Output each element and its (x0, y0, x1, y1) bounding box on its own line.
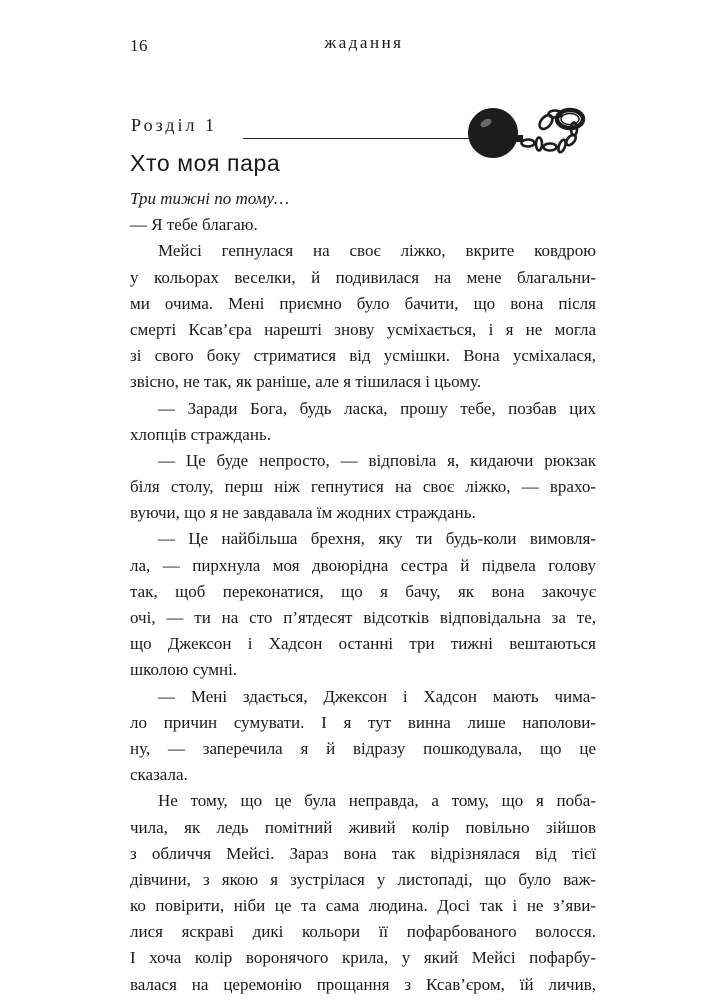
body-text (130, 186, 596, 998)
text-line: І хоча колір воронячого крила, у який Мейсі пофарбу- (130, 948, 596, 968)
text-line: у кольорах веселки, й подивилася на мене благальни- (130, 267, 596, 287)
chapter-title: Хто моя пара (130, 150, 281, 176)
chapter-label: Розділ 1 (131, 115, 217, 135)
text-line: ло причин сумувати. І я тут винна лише наполови- (130, 712, 596, 732)
text-line: — Мені здається, Джексон і Хадсон мають чима- (158, 686, 596, 706)
text-line: з обличчя Мейсі. Зараз вона так відрізнялася від тієї (130, 843, 596, 863)
text-line: ну, — заперечила я й відразу пошкодувала, що це (130, 738, 596, 758)
text-line: чила, як ледь помітний живий колір повільно зійшов (130, 817, 596, 837)
chapter-rule (243, 138, 475, 139)
text-line: ко повірити, ніби це та сама людина. Досі так і не з’яви- (130, 896, 596, 916)
running-header: жадання (324, 33, 404, 52)
text-line: сказала. (130, 765, 188, 785)
text-line: — Заради Бога, будь ласка, прошу тебе, позбав цих (158, 398, 596, 418)
text-line: Не тому, що це була неправда, а тому, що я поба- (158, 791, 596, 811)
text-line: так, щоб переконатися, що я бачу, як вона закочує (130, 581, 596, 601)
text-line: школою сумні. (130, 660, 238, 680)
text-line: — Я тебе благаю. (130, 215, 258, 235)
text-line: смерті Ксав’єра нарешті знову усміхається, і я не могла (130, 319, 596, 339)
page-number: 16 (130, 36, 148, 55)
text-line: лися яскраві дикі кольори її пофарбованого волосся. (130, 922, 596, 942)
text-line: дівчини, з якою я зустрілася у листопаді, що було важ- (130, 869, 596, 889)
text-line: Три тижні по тому… (130, 189, 290, 208)
text-line: — Це найбільша брехня, яку ти будь-коли вимовля- (158, 529, 596, 549)
text-line: — Це буде непросто, — відповіла я, кидаючи рюкзак (158, 450, 596, 470)
text-line: вуючи, що я не завдавала їм жодних страждань. (130, 503, 476, 523)
text-line: ми очима. Мені приємно було бачити, що вона після (130, 293, 596, 313)
text-line: ла, — пирхнула моя двоюрідна сестра й підвела голову (130, 555, 596, 575)
text-line: біля столу, перш ніж гепнутися на своє ліжко, — врахо- (130, 477, 596, 497)
text-line: Мейсі гепнулася на своє ліжко, вкрите ковдрою (158, 241, 596, 261)
ball-and-chain-icon (466, 103, 592, 165)
text-line: очі, — ти на сто п’ятдесят відсотків відповідальна за те, (130, 608, 596, 627)
text-line: звісно, не так, як раніше, але я тішилася і цьому. (130, 372, 482, 392)
text-line: що Джексон і Хадсон останні три тижні вештаються (130, 634, 596, 654)
text-line: хлопців страждань. (130, 424, 271, 444)
text-line: зі свого боку стриматися від усмішки. Вона усміхалася, (130, 346, 596, 366)
text-line: валася на церемонію прощання з Ксав’єром, їй личив, (130, 974, 596, 994)
